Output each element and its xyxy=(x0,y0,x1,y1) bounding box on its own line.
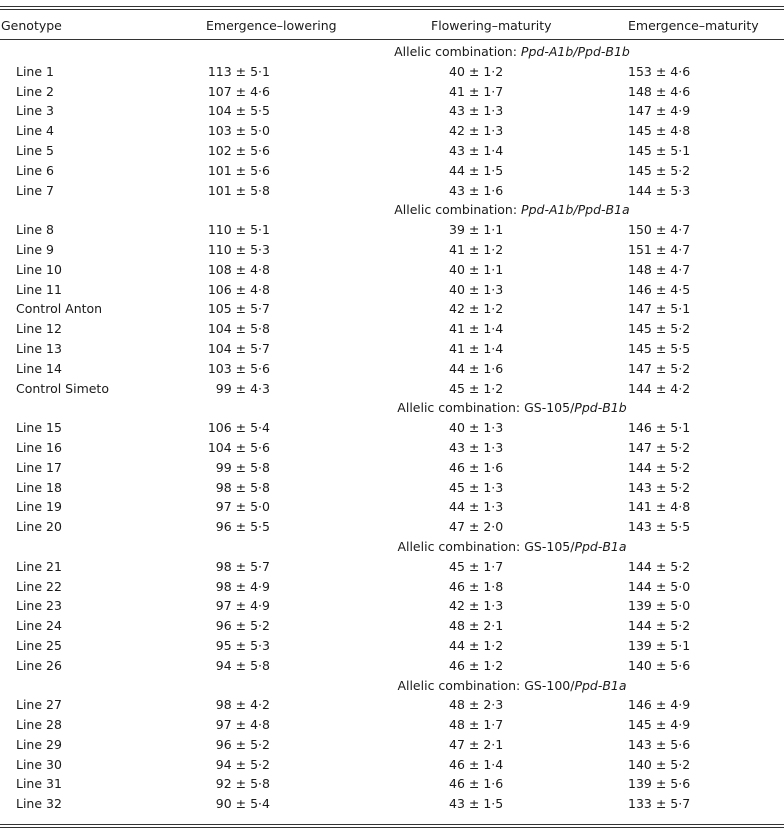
genotype-cell: Line 12 xyxy=(16,321,62,337)
emergence-flowering-cell: 90 ± 5·4 xyxy=(215,796,270,812)
emergence-flowering-cell: 101 ± 5·8 xyxy=(207,182,270,198)
genotype-cell: Line 32 xyxy=(16,796,62,812)
genotype-cell: Line 10 xyxy=(16,261,62,277)
group-header-row xyxy=(0,537,784,557)
group-label-allele: Ppd-A1b/Ppd-B1a xyxy=(521,202,630,218)
table-row xyxy=(0,359,784,379)
table-row xyxy=(0,478,784,498)
emergence-flowering-cell: 96 ± 5·5 xyxy=(215,519,270,535)
data-table xyxy=(0,16,784,814)
flowering-maturity-cell: 44 ± 1·5 xyxy=(449,162,504,178)
group-label-plain: GS-105/ xyxy=(524,400,575,416)
genotype-cell: Line 27 xyxy=(16,697,62,713)
emergence-flowering-cell: 103 ± 5·0 xyxy=(207,123,270,139)
flowering-maturity-cell: 39 ± 1·1 xyxy=(449,222,504,238)
table-row xyxy=(0,62,784,82)
header-row xyxy=(0,16,784,36)
genotype-cell: Line 22 xyxy=(16,578,62,594)
table-row xyxy=(0,161,784,181)
emergence-flowering-cell: 97 ± 4·9 xyxy=(215,598,270,614)
group-label-prefix: Allelic combination: xyxy=(394,44,521,59)
genotype-cell: Line 19 xyxy=(16,499,62,515)
flowering-maturity-cell: 45 ± 1·3 xyxy=(449,479,504,495)
genotype-cell: Line 25 xyxy=(16,637,62,653)
table-row xyxy=(0,517,784,537)
emergence-maturity-cell: 139 ± 5·0 xyxy=(628,598,691,614)
genotype-cell: Line 3 xyxy=(16,103,54,119)
table-row xyxy=(0,141,784,161)
emergence-maturity-cell: 143 ± 5·6 xyxy=(628,736,691,752)
emergence-maturity-cell: 140 ± 5·6 xyxy=(628,657,691,673)
emergence-maturity-cell: 141 ± 4·8 xyxy=(628,499,691,515)
emergence-maturity-cell: 139 ± 5·1 xyxy=(628,637,691,653)
genotype-cell: Line 17 xyxy=(16,459,62,475)
flowering-maturity-cell: 45 ± 1·7 xyxy=(449,558,504,574)
flowering-maturity-cell: 46 ± 1·6 xyxy=(449,459,504,475)
table-row xyxy=(0,418,784,438)
table-row xyxy=(0,596,784,616)
emergence-flowering-cell: 102 ± 5·6 xyxy=(207,142,270,158)
table-row xyxy=(0,715,784,735)
table-bottom-rule xyxy=(0,824,784,828)
flowering-maturity-cell: 44 ± 1·2 xyxy=(449,637,504,653)
flowering-maturity-cell: 48 ± 2·3 xyxy=(449,697,504,713)
emergence-maturity-cell: 153 ± 4·6 xyxy=(628,63,691,79)
column-header-flowering-maturity: Flowering–maturity xyxy=(431,18,552,33)
emergence-maturity-cell: 145 ± 4·9 xyxy=(628,717,691,733)
table-row xyxy=(0,695,784,715)
emergence-maturity-cell: 146 ± 5·1 xyxy=(628,420,691,436)
genotype-cell: Line 14 xyxy=(16,360,62,376)
emergence-maturity-cell: 144 ± 4·2 xyxy=(628,380,691,396)
emergence-flowering-cell: 104 ± 5·8 xyxy=(207,321,270,337)
emergence-flowering-cell: 99 ± 4·3 xyxy=(215,380,270,396)
group-label-prefix: Allelic combination: xyxy=(394,202,522,218)
table-row xyxy=(0,735,784,755)
genotype-cell: Line 1 xyxy=(16,63,54,79)
emergence-maturity-cell: 147 ± 5·1 xyxy=(628,301,691,317)
table-row xyxy=(0,379,784,399)
table-row xyxy=(0,577,784,597)
flowering-maturity-cell: 42 ± 1·3 xyxy=(449,123,504,139)
group-header-row xyxy=(0,200,784,220)
emergence-flowering-cell: 110 ± 5·1 xyxy=(207,222,270,238)
emergence-flowering-cell: 106 ± 4·8 xyxy=(207,281,270,297)
emergence-flowering-cell: 103 ± 5·6 xyxy=(207,360,270,376)
emergence-maturity-cell: 145 ± 5·2 xyxy=(628,162,691,178)
emergence-maturity-cell: 144 ± 5·2 xyxy=(628,558,691,574)
flowering-maturity-cell: 41 ± 1·4 xyxy=(449,340,504,356)
emergence-flowering-cell: 113 ± 5·1 xyxy=(207,63,270,79)
emergence-flowering-cell: 98 ± 4·2 xyxy=(215,697,270,713)
emergence-flowering-cell: 95 ± 5·3 xyxy=(215,637,270,653)
table-row xyxy=(0,438,784,458)
genotype-cell: Line 18 xyxy=(16,479,62,495)
emergence-flowering-cell: 99 ± 5·8 xyxy=(215,459,270,475)
emergence-flowering-cell: 104 ± 5·6 xyxy=(207,439,270,455)
flowering-maturity-cell: 40 ± 1·3 xyxy=(449,420,504,436)
group-label-plain: GS-105/ xyxy=(524,538,575,554)
group-header-row xyxy=(0,398,784,418)
emergence-flowering-cell: 108 ± 4·8 xyxy=(207,261,270,277)
table-row xyxy=(0,319,784,339)
genotype-cell: Line 6 xyxy=(16,162,54,178)
table-row xyxy=(0,339,784,359)
table-row xyxy=(0,557,784,577)
emergence-flowering-cell: 94 ± 5·8 xyxy=(215,657,270,673)
genotype-cell: Line 8 xyxy=(16,222,54,238)
flowering-maturity-cell: 44 ± 1·6 xyxy=(449,360,504,376)
table-row xyxy=(0,458,784,478)
table-row xyxy=(0,82,784,102)
emergence-maturity-cell: 144 ± 5·2 xyxy=(628,618,691,634)
table-row xyxy=(0,260,784,280)
genotype-cell: Line 15 xyxy=(16,420,62,436)
column-header-emergence-maturity: Emergence–maturity xyxy=(628,18,759,33)
emergence-flowering-cell: 98 ± 4·9 xyxy=(215,578,270,594)
flowering-maturity-cell: 41 ± 1·7 xyxy=(449,83,504,99)
genotype-cell: Line 20 xyxy=(16,519,62,535)
group-header-row xyxy=(0,676,784,696)
emergence-maturity-cell: 145 ± 5·1 xyxy=(628,142,691,158)
emergence-flowering-cell: 94 ± 5·2 xyxy=(215,756,270,772)
table-top-rule xyxy=(0,6,784,10)
genotype-cell: Line 28 xyxy=(16,717,62,733)
emergence-flowering-cell: 97 ± 4·8 xyxy=(215,717,270,733)
emergence-maturity-cell: 143 ± 5·2 xyxy=(628,479,691,495)
flowering-maturity-cell: 43 ± 1·3 xyxy=(449,439,504,455)
table-row xyxy=(0,240,784,260)
group-header-row xyxy=(0,42,784,62)
table-row xyxy=(0,616,784,636)
table-row xyxy=(0,299,784,319)
flowering-maturity-cell: 47 ± 2·0 xyxy=(449,519,504,535)
genotype-cell: Line 2 xyxy=(16,83,54,99)
flowering-maturity-cell: 40 ± 1·3 xyxy=(449,281,504,297)
emergence-flowering-cell: 106 ± 5·4 xyxy=(207,420,270,436)
genotype-cell: Line 16 xyxy=(16,439,62,455)
group-label-prefix: Allelic combination: xyxy=(397,538,525,554)
flowering-maturity-cell: 42 ± 1·2 xyxy=(449,301,504,317)
emergence-maturity-cell: 146 ± 4·9 xyxy=(628,697,691,713)
emergence-maturity-cell: 140 ± 5·2 xyxy=(628,756,691,772)
emergence-flowering-cell: 98 ± 5·7 xyxy=(215,558,270,574)
flowering-maturity-cell: 40 ± 1·2 xyxy=(449,63,504,79)
group-label-plain: GS-100/ xyxy=(524,677,575,693)
table-row xyxy=(0,181,784,201)
genotype-cell: Line 4 xyxy=(16,123,54,139)
group-label-allele: Ppd-B1b xyxy=(574,400,627,416)
emergence-flowering-cell: 104 ± 5·5 xyxy=(207,103,270,119)
genotype-cell: Line 21 xyxy=(16,558,62,574)
genotype-cell: Line 5 xyxy=(16,142,54,158)
group-label-allele: Ppd-B1a xyxy=(574,538,627,554)
table-row xyxy=(0,656,784,676)
genotype-cell: Line 23 xyxy=(16,598,62,614)
table-row xyxy=(0,794,784,814)
flowering-maturity-cell: 43 ± 1·6 xyxy=(449,182,504,198)
group-label xyxy=(0,42,784,62)
emergence-flowering-cell: 98 ± 5·8 xyxy=(215,479,270,495)
column-header-emergence-flowering: Emergence–lowering xyxy=(206,18,337,33)
emergence-maturity-cell: 144 ± 5·2 xyxy=(628,459,691,475)
genotype-cell: Line 9 xyxy=(16,241,54,257)
genotype-cell: Control Simeto xyxy=(16,380,109,396)
flowering-maturity-cell: 42 ± 1·3 xyxy=(449,598,504,614)
genotype-cell: Line 24 xyxy=(16,618,62,634)
flowering-maturity-cell: 46 ± 1·2 xyxy=(449,657,504,673)
genotype-cell: Line 11 xyxy=(16,281,62,297)
table-row xyxy=(0,121,784,141)
emergence-maturity-cell: 145 ± 5·5 xyxy=(628,340,691,356)
emergence-flowering-cell: 96 ± 5·2 xyxy=(215,618,270,634)
table-row xyxy=(0,636,784,656)
table-row xyxy=(0,101,784,121)
genotype-cell: Line 29 xyxy=(16,736,62,752)
flowering-maturity-cell: 43 ± 1·4 xyxy=(449,142,504,158)
group-label xyxy=(0,537,784,557)
group-label-allele: Ppd-B1a xyxy=(574,677,627,693)
emergence-maturity-cell: 144 ± 5·3 xyxy=(628,182,691,198)
emergence-flowering-cell: 104 ± 5·7 xyxy=(207,340,270,356)
flowering-maturity-cell: 48 ± 1·7 xyxy=(449,717,504,733)
table-row xyxy=(0,220,784,240)
column-header-genotype: Genotype xyxy=(1,18,62,33)
emergence-maturity-cell: 147 ± 5·2 xyxy=(628,360,691,376)
emergence-maturity-cell: 150 ± 4·7 xyxy=(628,222,691,238)
genotype-cell: Line 30 xyxy=(16,756,62,772)
flowering-maturity-cell: 43 ± 1·5 xyxy=(449,796,504,812)
emergence-maturity-cell: 145 ± 5·2 xyxy=(628,321,691,337)
emergence-flowering-cell: 92 ± 5·8 xyxy=(215,776,270,792)
emergence-flowering-cell: 110 ± 5·3 xyxy=(207,241,270,257)
flowering-maturity-cell: 47 ± 2·1 xyxy=(449,736,504,752)
flowering-maturity-cell: 40 ± 1·1 xyxy=(449,261,504,277)
emergence-maturity-cell: 144 ± 5·0 xyxy=(628,578,691,594)
flowering-maturity-cell: 46 ± 1·4 xyxy=(449,756,504,772)
table-row xyxy=(0,774,784,794)
emergence-maturity-cell: 147 ± 4·9 xyxy=(628,103,691,119)
emergence-maturity-cell: 147 ± 5·2 xyxy=(628,439,691,455)
table-row xyxy=(0,280,784,300)
genotype-cell: Control Anton xyxy=(16,301,103,317)
group-label xyxy=(0,398,784,418)
flowering-maturity-cell: 45 ± 1·2 xyxy=(449,380,504,396)
flowering-maturity-cell: 43 ± 1·3 xyxy=(449,103,504,119)
group-label xyxy=(0,200,784,220)
emergence-maturity-cell: 139 ± 5·6 xyxy=(628,776,691,792)
emergence-maturity-cell: 148 ± 4·7 xyxy=(628,261,691,277)
genotype-cell: Line 31 xyxy=(16,776,62,792)
group-label-allele: Ppd-A1b/Ppd-B1b xyxy=(520,44,630,59)
flowering-maturity-cell: 44 ± 1·3 xyxy=(449,499,504,515)
table-body xyxy=(0,42,784,814)
group-label-prefix: Allelic combination: xyxy=(397,400,525,416)
emergence-maturity-cell: 133 ± 5·7 xyxy=(628,796,691,812)
emergence-flowering-cell: 97 ± 5·0 xyxy=(215,499,270,515)
group-label xyxy=(0,676,784,696)
flowering-maturity-cell: 48 ± 2·1 xyxy=(449,618,504,634)
emergence-flowering-cell: 105 ± 5·7 xyxy=(207,301,270,317)
flowering-maturity-cell: 41 ± 1·4 xyxy=(449,321,504,337)
emergence-maturity-cell: 145 ± 4·8 xyxy=(628,123,691,139)
emergence-maturity-cell: 151 ± 4·7 xyxy=(628,241,691,257)
emergence-flowering-cell: 96 ± 5·2 xyxy=(215,736,270,752)
genotype-cell: Line 26 xyxy=(16,657,62,673)
emergence-maturity-cell: 143 ± 5·5 xyxy=(628,519,691,535)
emergence-maturity-cell: 146 ± 4·5 xyxy=(628,281,691,297)
flowering-maturity-cell: 41 ± 1·2 xyxy=(449,241,504,257)
emergence-maturity-cell: 148 ± 4·6 xyxy=(628,83,691,99)
table-row xyxy=(0,497,784,517)
table-row xyxy=(0,755,784,775)
emergence-flowering-cell: 107 ± 4·6 xyxy=(207,83,270,99)
genotype-cell: Line 7 xyxy=(16,182,54,198)
genotype-cell: Line 13 xyxy=(16,340,62,356)
flowering-maturity-cell: 46 ± 1·6 xyxy=(449,776,504,792)
emergence-flowering-cell: 101 ± 5·6 xyxy=(207,162,270,178)
flowering-maturity-cell: 46 ± 1·8 xyxy=(449,578,504,594)
group-label-prefix: Allelic combination: xyxy=(397,677,525,693)
